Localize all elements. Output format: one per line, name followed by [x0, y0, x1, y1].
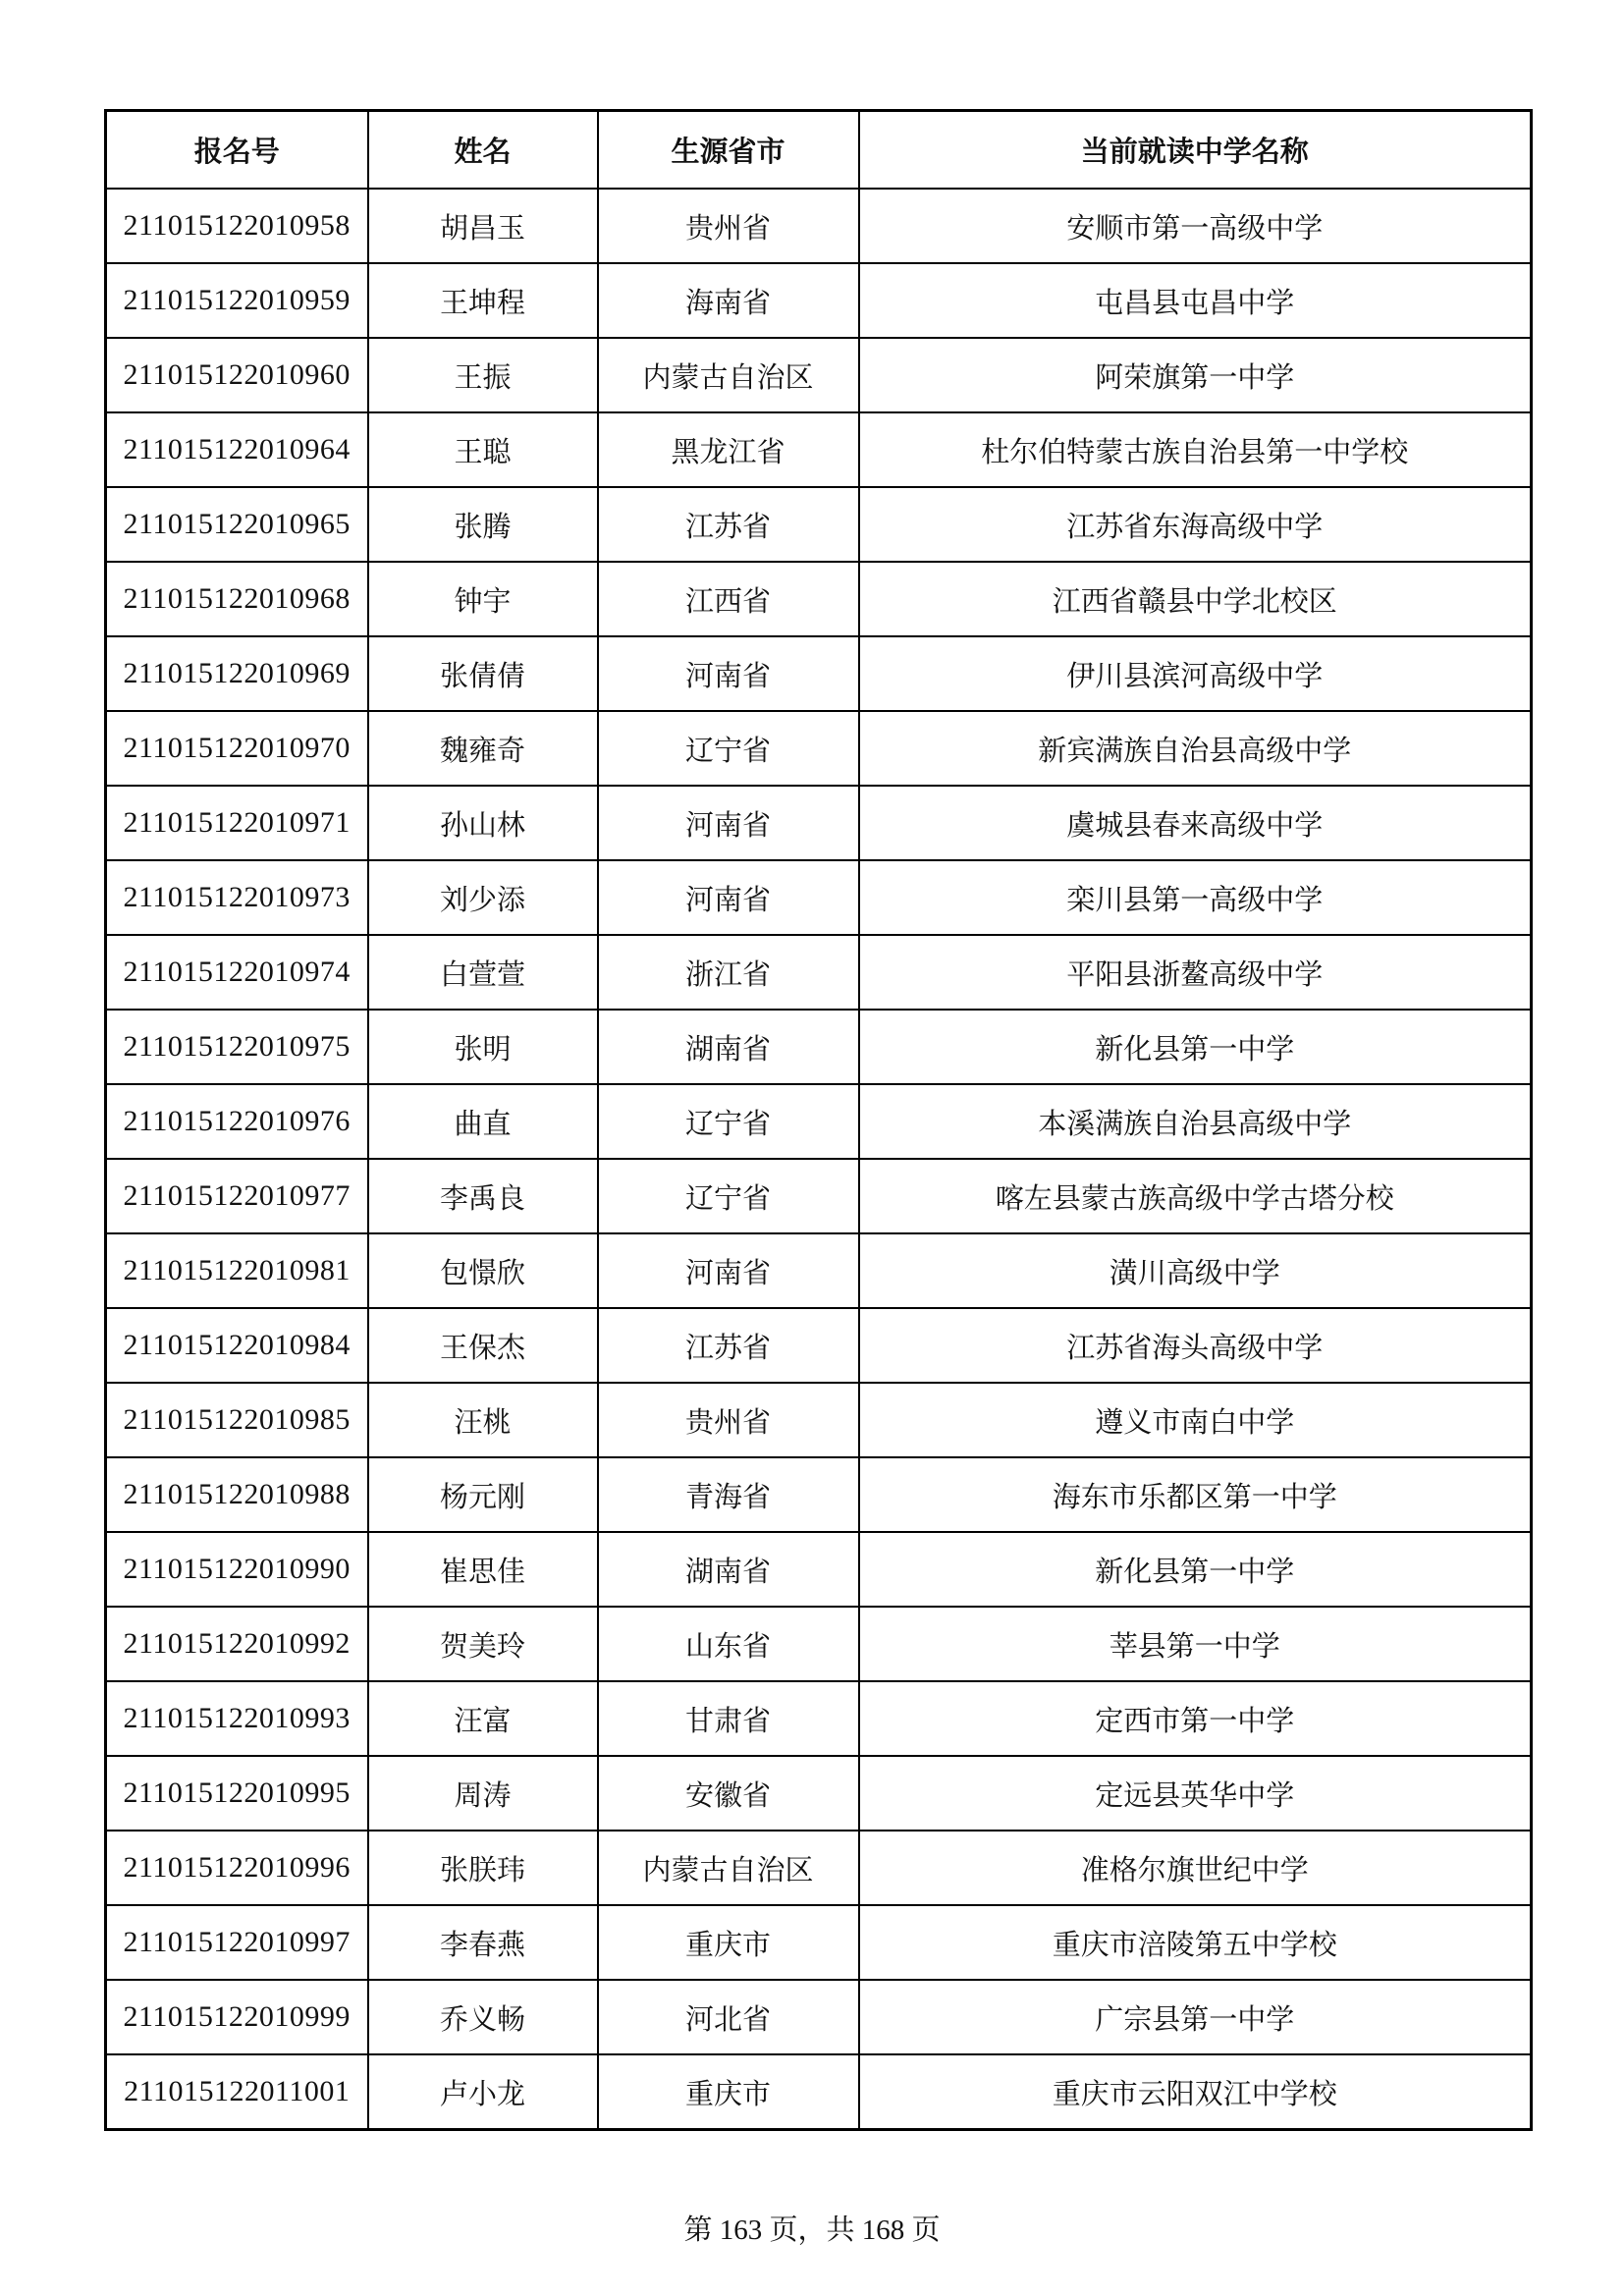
table-body — [106, 189, 1532, 2130]
school-name-cell: 安顺市第一高级中学 — [859, 189, 1532, 263]
registration-number-cell: 211015122010995 — [106, 1756, 368, 1831]
registration-number-cell: 211015122010984 — [106, 1308, 368, 1383]
student-name-cell: 包憬欣 — [368, 1233, 598, 1308]
province-cell: 黑龙江省 — [598, 412, 859, 487]
table-row — [106, 263, 1532, 338]
province-cell: 浙江省 — [598, 935, 859, 1010]
province-cell: 重庆市 — [598, 1905, 859, 1980]
registration-number-cell: 211015122010959 — [106, 263, 368, 338]
table-row — [106, 562, 1532, 636]
province-cell: 辽宁省 — [598, 711, 859, 786]
school-name-cell: 潢川高级中学 — [859, 1233, 1532, 1308]
province-cell: 辽宁省 — [598, 1159, 859, 1233]
registration-number-cell: 211015122010964 — [106, 412, 368, 487]
table-row — [106, 487, 1532, 562]
student-name-cell: 张明 — [368, 1010, 598, 1084]
province-cell: 江苏省 — [598, 1308, 859, 1383]
registration-number-cell: 211015122010974 — [106, 935, 368, 1010]
province-cell: 辽宁省 — [598, 1084, 859, 1159]
table-row — [106, 1159, 1532, 1233]
student-name-cell: 杨元刚 — [368, 1457, 598, 1532]
registration-number-cell: 211015122010970 — [106, 711, 368, 786]
province-cell: 内蒙古自治区 — [598, 1831, 859, 1905]
student-name-cell: 周涛 — [368, 1756, 598, 1831]
table-row — [106, 1084, 1532, 1159]
registration-number-cell: 211015122010996 — [106, 1831, 368, 1905]
table-row — [106, 338, 1532, 412]
table-header-row — [106, 111, 1532, 190]
province-cell: 青海省 — [598, 1457, 859, 1532]
province-cell: 安徽省 — [598, 1756, 859, 1831]
province-cell: 内蒙古自治区 — [598, 338, 859, 412]
student-name-cell: 王振 — [368, 338, 598, 412]
student-name-cell: 胡昌玉 — [368, 189, 598, 263]
table-row — [106, 935, 1532, 1010]
school-name-cell: 阿荣旗第一中学 — [859, 338, 1532, 412]
province-cell: 江西省 — [598, 562, 859, 636]
province-cell: 河南省 — [598, 1233, 859, 1308]
student-name-cell: 乔义畅 — [368, 1980, 598, 2054]
registration-number-cell: 211015122010981 — [106, 1233, 368, 1308]
student-name-cell: 李春燕 — [368, 1905, 598, 1980]
school-name-cell: 新化县第一中学 — [859, 1532, 1532, 1607]
header-name: 姓名 — [368, 111, 598, 190]
registration-number-cell: 211015122010988 — [106, 1457, 368, 1532]
header-school-name: 当前就读中学名称 — [859, 111, 1532, 190]
table-row — [106, 711, 1532, 786]
registration-number-cell: 211015122010958 — [106, 189, 368, 263]
province-cell: 甘肃省 — [598, 1681, 859, 1756]
registration-number-cell: 211015122010999 — [106, 1980, 368, 2054]
header-province: 生源省市 — [598, 111, 859, 190]
registration-number-cell: 211015122010971 — [106, 786, 368, 860]
school-name-cell: 喀左县蒙古族高级中学古塔分校 — [859, 1159, 1532, 1233]
school-name-cell: 准格尔旗世纪中学 — [859, 1831, 1532, 1905]
school-name-cell: 广宗县第一中学 — [859, 1980, 1532, 2054]
school-name-cell: 重庆市云阳双江中学校 — [859, 2054, 1532, 2130]
school-name-cell: 重庆市涪陵第五中学校 — [859, 1905, 1532, 1980]
student-name-cell: 曲直 — [368, 1084, 598, 1159]
student-name-cell: 张朕玮 — [368, 1831, 598, 1905]
table-row — [106, 860, 1532, 935]
province-cell: 湖南省 — [598, 1010, 859, 1084]
school-name-cell: 海东市乐都区第一中学 — [859, 1457, 1532, 1532]
table-row — [106, 2054, 1532, 2130]
school-name-cell: 伊川县滨河高级中学 — [859, 636, 1532, 711]
student-table — [104, 109, 1533, 2131]
province-cell: 湖南省 — [598, 1532, 859, 1607]
school-name-cell: 平阳县浙鳌高级中学 — [859, 935, 1532, 1010]
student-name-cell: 钟宇 — [368, 562, 598, 636]
school-name-cell: 遵义市南白中学 — [859, 1383, 1532, 1457]
registration-number-cell: 211015122011001 — [106, 2054, 368, 2130]
table-row — [106, 1457, 1532, 1532]
table-row — [106, 1308, 1532, 1383]
province-cell: 海南省 — [598, 263, 859, 338]
registration-number-cell: 211015122010975 — [106, 1010, 368, 1084]
province-cell: 江苏省 — [598, 487, 859, 562]
province-cell: 重庆市 — [598, 2054, 859, 2130]
student-name-cell: 汪富 — [368, 1681, 598, 1756]
table-row — [106, 1831, 1532, 1905]
school-name-cell: 定西市第一中学 — [859, 1681, 1532, 1756]
student-name-cell: 王聪 — [368, 412, 598, 487]
school-name-cell: 莘县第一中学 — [859, 1607, 1532, 1681]
table-row — [106, 412, 1532, 487]
student-name-cell: 刘少添 — [368, 860, 598, 935]
registration-number-cell: 211015122010977 — [106, 1159, 368, 1233]
province-cell: 山东省 — [598, 1607, 859, 1681]
school-name-cell: 屯昌县屯昌中学 — [859, 263, 1532, 338]
table-row — [106, 1607, 1532, 1681]
page-number-footer: 第 163 页，共 168 页 — [683, 2214, 941, 2246]
student-name-cell: 张腾 — [368, 487, 598, 562]
school-name-cell: 定远县英华中学 — [859, 1756, 1532, 1831]
header-registration-number: 报名号 — [106, 111, 368, 190]
school-name-cell: 本溪满族自治县高级中学 — [859, 1084, 1532, 1159]
registration-number-cell: 211015122010985 — [106, 1383, 368, 1457]
province-cell: 河南省 — [598, 636, 859, 711]
registration-number-cell: 211015122010969 — [106, 636, 368, 711]
school-name-cell: 虞城县春来高级中学 — [859, 786, 1532, 860]
school-name-cell: 江苏省东海高级中学 — [859, 487, 1532, 562]
table-row — [106, 636, 1532, 711]
registration-number-cell: 211015122010976 — [106, 1084, 368, 1159]
province-cell: 河南省 — [598, 786, 859, 860]
province-cell: 贵州省 — [598, 189, 859, 263]
school-name-cell: 新化县第一中学 — [859, 1010, 1532, 1084]
student-name-cell: 张倩倩 — [368, 636, 598, 711]
table-row — [106, 1233, 1532, 1308]
school-name-cell: 新宾满族自治县高级中学 — [859, 711, 1532, 786]
student-name-cell: 孙山林 — [368, 786, 598, 860]
school-name-cell: 江苏省海头高级中学 — [859, 1308, 1532, 1383]
registration-number-cell: 211015122010960 — [106, 338, 368, 412]
table-row — [106, 1010, 1532, 1084]
table-row — [106, 1980, 1532, 2054]
registration-number-cell: 211015122010992 — [106, 1607, 368, 1681]
table-row — [106, 1905, 1532, 1980]
student-name-cell: 王保杰 — [368, 1308, 598, 1383]
registration-number-cell: 211015122010965 — [106, 487, 368, 562]
registration-number-cell: 211015122010990 — [106, 1532, 368, 1607]
registration-number-cell: 211015122010968 — [106, 562, 368, 636]
table-row — [106, 1532, 1532, 1607]
student-name-cell: 魏雍奇 — [368, 711, 598, 786]
table-row — [106, 1383, 1532, 1457]
table-row — [106, 786, 1532, 860]
student-name-cell: 王坤程 — [368, 263, 598, 338]
registration-number-cell: 211015122010993 — [106, 1681, 368, 1756]
province-cell: 河北省 — [598, 1980, 859, 2054]
student-name-cell: 李禹良 — [368, 1159, 598, 1233]
student-name-cell: 贺美玲 — [368, 1607, 598, 1681]
table-row — [106, 1681, 1532, 1756]
province-cell: 河南省 — [598, 860, 859, 935]
student-name-cell: 汪桃 — [368, 1383, 598, 1457]
school-name-cell: 栾川县第一高级中学 — [859, 860, 1532, 935]
table-row — [106, 189, 1532, 263]
student-name-cell: 崔思佳 — [368, 1532, 598, 1607]
school-name-cell: 杜尔伯特蒙古族自治县第一中学校 — [859, 412, 1532, 487]
province-cell: 贵州省 — [598, 1383, 859, 1457]
table-row — [106, 1756, 1532, 1831]
student-name-cell: 白萱萱 — [368, 935, 598, 1010]
student-name-cell: 卢小龙 — [368, 2054, 598, 2130]
registration-number-cell: 211015122010973 — [106, 860, 368, 935]
school-name-cell: 江西省赣县中学北校区 — [859, 562, 1532, 636]
registration-number-cell: 211015122010997 — [106, 1905, 368, 1980]
